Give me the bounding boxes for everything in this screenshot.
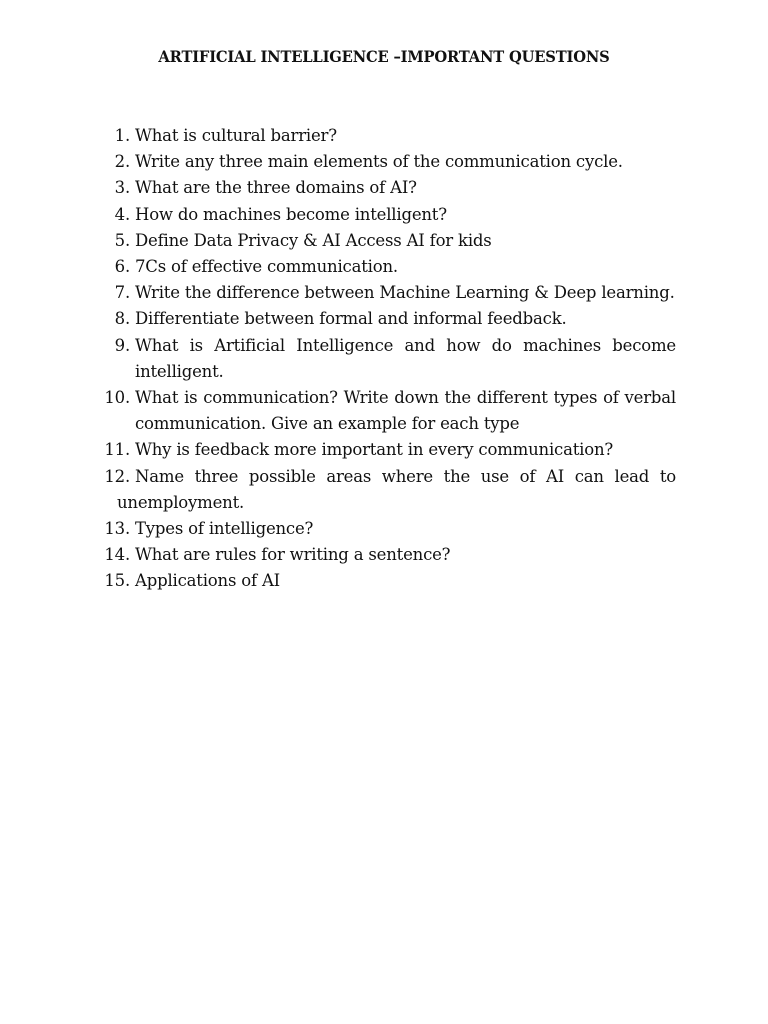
question-text: Types of intelligence?	[135, 519, 314, 539]
question-number: 9.	[114, 335, 130, 355]
question-number: 1.	[114, 126, 130, 145]
list-item	[104, 464, 676, 516]
question-number: 5.	[114, 230, 130, 250]
question-number: 3.	[114, 178, 130, 198]
question-text: Write the difference between Machine Learning & Deep learning.	[135, 283, 675, 303]
question-text: Differentiate between formal and informal feedback.	[135, 309, 567, 329]
question-text: 7Cs of effective communication.	[135, 257, 398, 277]
question-text: How do machines become intelligent?	[135, 204, 447, 224]
list-item	[104, 280, 676, 306]
question-number: 2.	[114, 152, 130, 172]
question-text: Define Data Privacy & AI Access AI for kids	[135, 230, 492, 250]
question-text: What is cultural barrier?	[135, 126, 337, 145]
list-item	[104, 175, 676, 201]
list-item	[104, 542, 676, 568]
question-text: What are rules for writing a sentence?	[135, 545, 451, 565]
question-number: 15.	[104, 571, 130, 591]
question-number: 4.	[114, 204, 130, 224]
question-number: 10.	[104, 388, 130, 408]
list-item	[104, 202, 676, 228]
question-text: What is communication? Write down the different types of verbal communication. Give an example for each type	[135, 388, 676, 434]
list-item	[104, 333, 676, 385]
list-item	[104, 516, 676, 542]
question-text: What is Artificial Intelligence and how do machines become intelligent.	[135, 335, 676, 381]
question-number: 7.	[114, 283, 130, 303]
list-item	[104, 568, 676, 594]
list-item	[104, 228, 676, 254]
document-title: ARTIFICIAL INTELLIGENCE –IMPORTANT QUESTIONS	[158, 47, 610, 66]
question-number: 12.	[104, 466, 130, 486]
list-item	[104, 254, 676, 280]
list-item	[104, 123, 676, 149]
question-number: 14.	[104, 545, 130, 565]
question-number: 11.	[104, 440, 130, 460]
question-text: Why is feedback more important in every communication?	[135, 440, 614, 460]
question-number: 13.	[104, 519, 130, 539]
question-text: Write any three main elements of the communication cycle.	[135, 152, 623, 172]
question-text: Name three possible areas where the use of AI can lead to unemployment.	[117, 466, 676, 512]
question-text: What are the three domains of AI?	[135, 178, 417, 198]
list-item	[104, 385, 676, 437]
list-item	[104, 437, 676, 463]
question-text: Applications of AI	[135, 571, 280, 591]
question-number: 6.	[114, 257, 130, 277]
list-item	[104, 306, 676, 332]
list-item	[104, 149, 676, 175]
question-number: 8.	[114, 309, 130, 329]
questions-list	[104, 123, 676, 595]
